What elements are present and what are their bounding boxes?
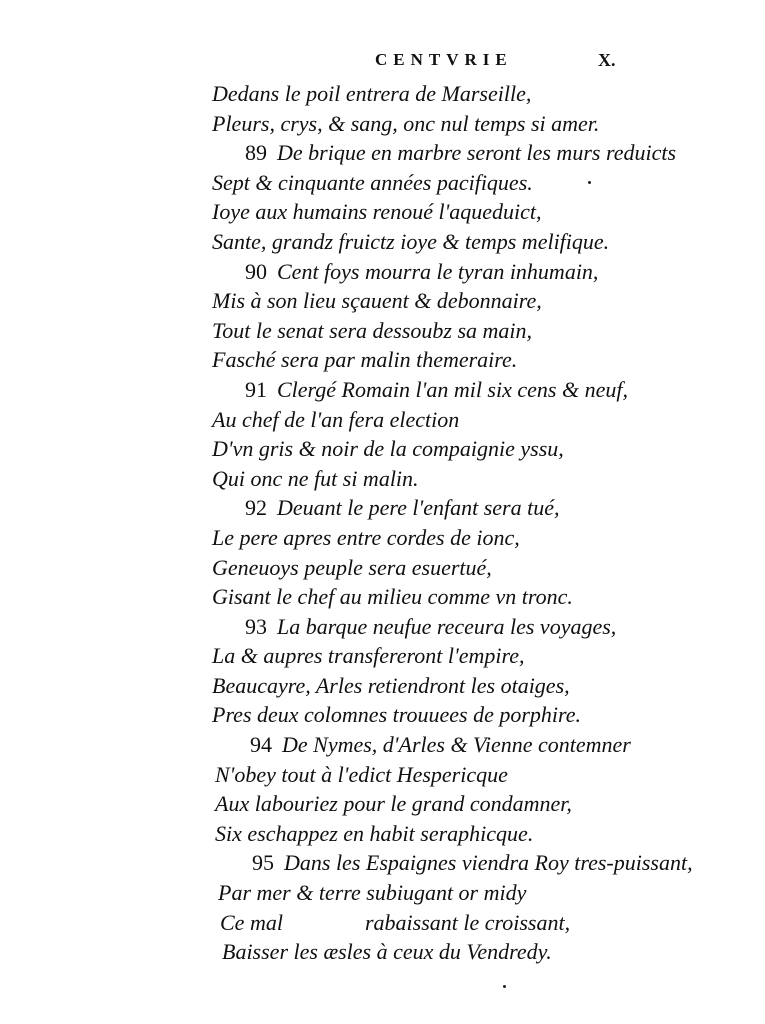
quatrain-first-line [0,138,765,168]
verse-line [0,79,765,109]
verse-line [0,345,765,375]
verse-line [0,434,765,464]
verse-line-text: Beaucayre, Arles retiendront les otaiges, [212,672,570,698]
verse-line [0,553,765,583]
verse-line-text: De Nymes, d'Arles & Vienne contemner [282,732,631,758]
verse-line [0,819,765,849]
verse-line-text-continued: rabaissant le croissant, [364,909,571,935]
verse-line-text: Cent foys mourra le tyran inhumain, [277,258,599,284]
verse-line [0,316,765,346]
verse-line-text: Clergé Romain l'an mil six cens & neuf, [277,376,628,402]
quatrain-first-line [0,612,765,642]
verse-line-text: Au chef de l'an fera election [212,406,460,432]
verse-line-text: Dans les Espaignes viendra Roy tres-puissant, [284,850,693,876]
verse-line [0,523,765,553]
verse-line-text: Sante, grandz fruictz ioye & temps melifique. [212,228,610,254]
verse-line-text: Sept & cinquante années pacifiques. [212,169,533,195]
verse-line [0,789,765,819]
verse-line [0,197,765,227]
verse-line [0,700,765,730]
verse-line-text: D'vn gris & noir de la compaignie yssu, [212,436,564,462]
quatrain-first-line [0,730,765,760]
verse-line-text: Dedans le poil entrera de Marseille, [212,81,532,106]
ink-speck [503,985,506,988]
verse-line [0,109,765,139]
verse-line [0,937,765,967]
verse-line-text: Aux labouriez pour le grand condamner, [215,791,572,817]
quatrain-number: 90 [245,258,267,284]
verse-line [0,286,765,316]
verse-line-text: Le pere apres entre cordes de ionc, [212,524,520,550]
verse-line [0,405,765,435]
verse-line [0,464,765,494]
verse-line-text: De brique en marbre seront les murs reduicts [277,140,677,166]
verse-line-text: Mis à son lieu sçauent & debonnaire, [212,288,542,314]
verse-line-text: Gisant le chef au milieu comme vn tronc. [212,584,573,610]
quatrain-first-line [0,493,765,523]
quatrain-number: 94 [250,732,272,758]
quatrain-number: 91 [245,376,267,402]
verse-line-text: Pleurs, crys, & sang, onc nul temps si amer. [212,110,600,136]
verse-line-text: La & aupres transfereront l'empire, [212,643,525,669]
quatrain-first-line [0,375,765,405]
quatrain-number: 92 [245,495,267,521]
verse-line [0,582,765,612]
verse-line-text: La barque neufue receura les voyages, [277,613,617,639]
verse-line-text: Geneuoys peuple sera esuertué, [212,554,492,580]
verse-line-text: Pres deux colomnes trouuees de porphire. [212,702,582,728]
verse-line [0,168,765,198]
quatrain-first-line [0,848,765,878]
verse-line [0,227,765,257]
verse-line-text: Deuant le pere l'enfant sera tué, [277,495,560,521]
quatrain-first-line [0,257,765,287]
verse-line-text: Baisser les æsles à ceux du Vendredy. [222,939,552,965]
verse-line-text: Fasché sera par malin themeraire. [212,347,518,373]
verse-line-text: Ioye aux humains renoué l'aqueduict, [212,199,542,225]
verse-line-text: Ce mal [220,909,283,935]
verse-line [0,908,765,938]
quatrain-number: 93 [245,613,267,639]
quatrain-number: 89 [245,140,267,166]
verse-line [0,760,765,790]
page-header [0,50,765,76]
quatrain-number: 95 [252,850,274,876]
verse-line [0,671,765,701]
verse-line [0,641,765,671]
folio-number: X. [598,50,616,70]
verse-line-text: Six eschappez en habit seraphicque. [215,820,534,846]
running-head: CENTVRIE [375,50,513,69]
quatrain-text-block [0,79,765,967]
verse-line [0,878,765,908]
verse-line-text: Par mer & terre subiugant or midy [218,880,527,906]
verse-line-text: N'obey tout à l'edict Hespericque [215,761,508,787]
verse-line-text: Tout le senat sera dessoubz sa main, [212,317,533,343]
verse-line-text: Qui onc ne fut si malin. [212,465,419,491]
ink-speck [588,181,591,184]
